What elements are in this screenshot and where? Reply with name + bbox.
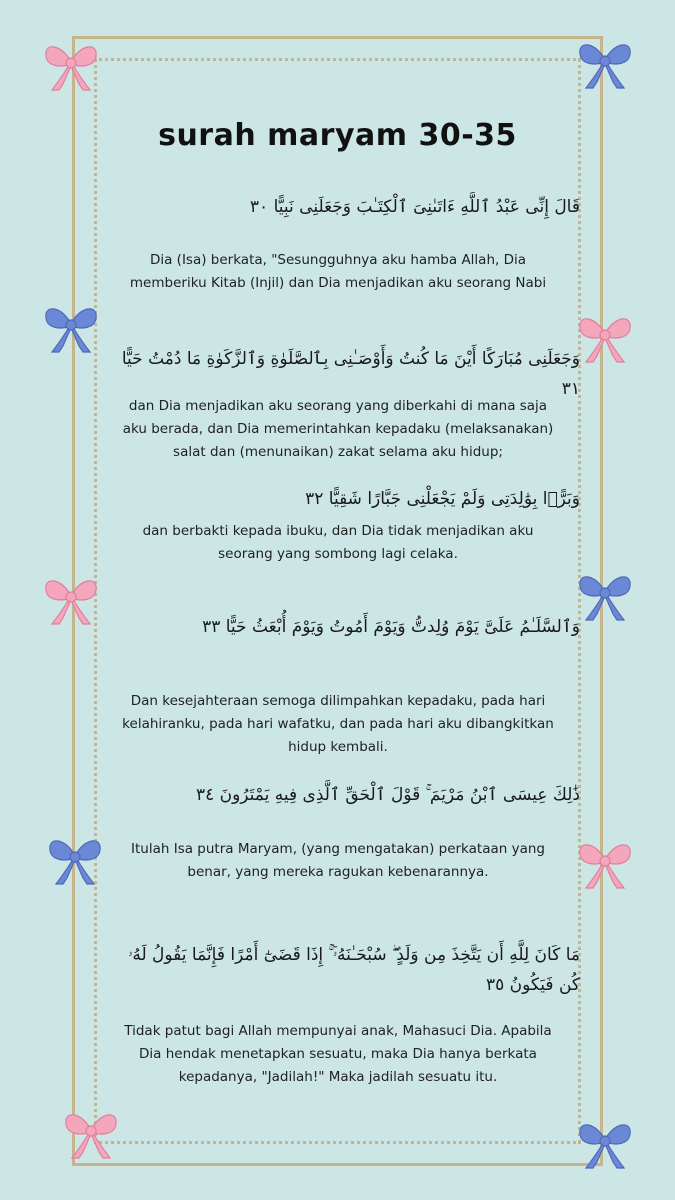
verse-32-arabic: وَبَرًّۢا بِوَٰلِدَتِى وَلَمْ يَجْعَلْنِى جَبَّارًا شَقِيًّا ٣٢: [305, 489, 580, 509]
verse-34-translation: Itulah Isa putra Maryam, (yang mengatakan) perkataan yang benar, yang mereka ragukan kebenarannya.: [131, 841, 545, 880]
page-title: surah maryam 30-35: [158, 118, 517, 153]
verse-31-translation: dan Dia menjadikan aku seorang yang diberkahi di mana saja aku berada, dan Dia memerintahkan kepadaku (melaksanakan) salat dan (menunaikan) zakat selama aku hidup;: [122, 398, 554, 460]
blue-bow-icon: [574, 570, 636, 622]
pink-bow-icon: [40, 574, 102, 626]
verse-31-arabic: وَجَعَلَنِى مُبَارَكًا أَيْنَ مَا كُنتُ وَأَوْصَـٰنِى بِٱلصَّلَوٰةِ وَٱلزَّكَوٰةِ مَا دُمْتُ حَيًّا ٣١: [121, 349, 580, 399]
verse-33-arabic: وَٱلسَّلَـٰمُ عَلَىَّ يَوْمَ وُلِدتُّ وَيَوْمَ أَمُوتُ وَيَوْمَ أُبْعَثُ حَيًّا ٣٣: [202, 617, 580, 637]
blue-bow-icon: [44, 834, 106, 886]
pink-bow-icon: [574, 312, 636, 364]
blue-bow-icon: [40, 302, 102, 354]
verse-32-translation: dan berbakti kepada ibuku, dan Dia tidak menjadikan aku seorang yang sombong lagi celaka.: [142, 523, 534, 562]
blue-bow-icon: [574, 1118, 636, 1170]
verse-30-arabic: قَالَ إِنِّى عَبْدُ ٱللَّهِ ءَاتَىٰنِىَ ٱلْكِتَـٰبَ وَجَعَلَنِى نَبِيًّا ٣٠: [249, 197, 580, 217]
pink-bow-icon: [60, 1108, 122, 1160]
verse-35-arabic: مَا كَانَ لِلَّهِ أَن يَتَّخِذَ مِن وَلَدٍ ۖ سُبْحَـٰنَهُۥٓ ۚ إِذَا قَضَىٰٓ أَمْرًا فَإِنَّمَا يَقُولُ لَهُۥ كُن فَيَكُونُ ٣٥: [128, 945, 580, 995]
pink-bow-icon: [40, 40, 102, 92]
verse-35-translation: Tidak patut bagi Allah mempunyai anak, Mahasuci Dia. Apabila Dia hendak menetapkan sesuatu, maka Dia hanya berkata kepadanya, "Jadilah!" Maka jadilah sesuatu itu.: [124, 1023, 552, 1085]
blue-bow-icon: [574, 38, 636, 90]
verse-30-translation: Dia (Isa) berkata, "Sesungguhnya aku hamba Allah, Dia memberiku Kitab (Injil) dan Dia menjadikan aku seorang Nabi: [129, 252, 547, 291]
verse-33-translation: Dan kesejahteraan semoga dilimpahkan kepadaku, pada hari kelahiranku, pada hari wafatku, dan pada hari aku dibangkitkan hidup kembali.: [122, 693, 554, 755]
pink-bow-icon: [574, 838, 636, 890]
verse-34-arabic: ذَٰلِكَ عِيسَى ٱبْنُ مَرْيَمَ ۚ قَوْلَ ٱلْحَقِّ ٱلَّذِى فِيهِ يَمْتَرُونَ ٣٤: [195, 785, 580, 805]
